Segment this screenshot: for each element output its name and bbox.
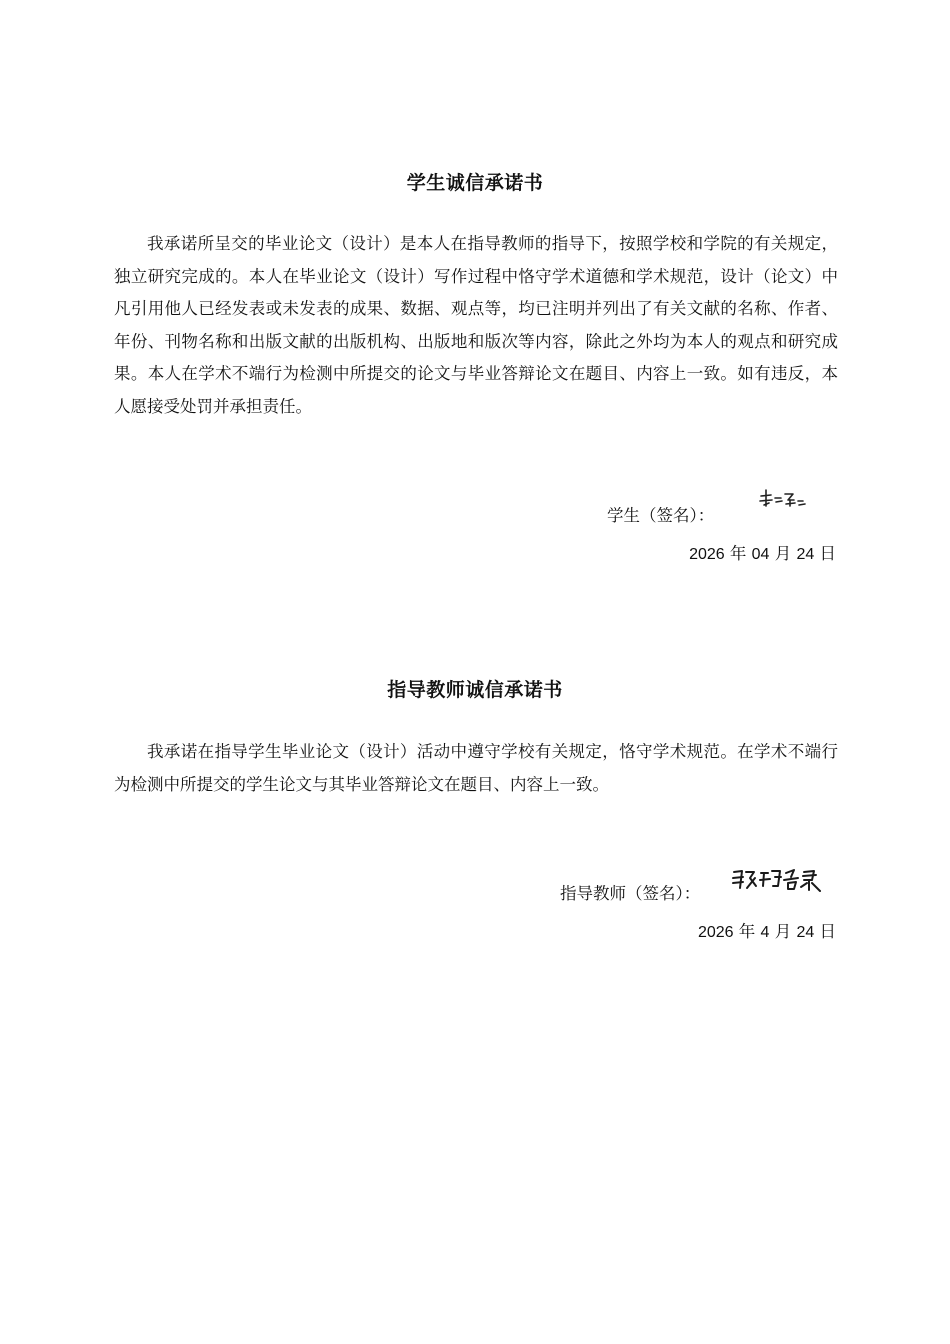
teacher-signature-line [560, 880, 700, 904]
teacher-date-year: 2026 [697, 924, 734, 941]
teacher-date-day-unit: 日 [819, 922, 836, 941]
student-signature-label: 学生（签名）： [607, 506, 715, 525]
student-date-month-unit: 月 [774, 544, 792, 563]
teacher-signing-date [698, 918, 836, 942]
teacher-date-day: 24 [796, 924, 815, 941]
teacher-date-year-unit: 年 [738, 922, 756, 941]
teacher-signature-label: 指导教师（签名）： [560, 884, 701, 903]
teacher-date-month-unit: 月 [774, 922, 792, 941]
student-date-year-unit: 年 [729, 544, 747, 563]
teacher-pledge-title: 指导教师诚信承诺书 [387, 679, 563, 701]
teacher-pledge-paragraph: 我承诺在指导学生毕业论文（设计）活动中遵守学校有关规定，恪守学术规范。在学术不端行为检测中所提交的学生论文与其毕业答辩论文在题目、内容上一致。 [114, 742, 838, 794]
teacher-date-month: 4 [760, 924, 770, 941]
student-pledge-paragraph: 我承诺所呈交的毕业论文（设计）是本人在指导教师的指导下，按照学校和学院的有关规定，独立研究完成的。本人在毕业论文（设计）写作过程中恪守学术道德和学术规范，设计（论文）中凡引用他人已经发表或未发表的成果、数据、观点等，均已注明并列出了有关文献的名称、作者、年份、刊物名称和出版文献的出版机构、出版地和版次等内容，除此之外均为本人的观点和研究成果。本人在学术不端行为检测中所提交的论文与毕业答辩论文在题目、内容上一致。如有违反，本人愿接受处罚并承担责任。 [114, 234, 838, 416]
student-signing-date [689, 540, 836, 564]
student-date-day-unit: 日 [819, 544, 836, 563]
teacher-signature-image [728, 864, 832, 896]
student-date-month: 04 [751, 546, 770, 563]
student-pledge-title: 学生诚信承诺书 [406, 172, 544, 194]
student-signature-image [755, 486, 811, 512]
student-date-year: 2026 [689, 546, 725, 563]
student-signature-line [607, 502, 714, 526]
student-date-day: 24 [796, 546, 815, 563]
